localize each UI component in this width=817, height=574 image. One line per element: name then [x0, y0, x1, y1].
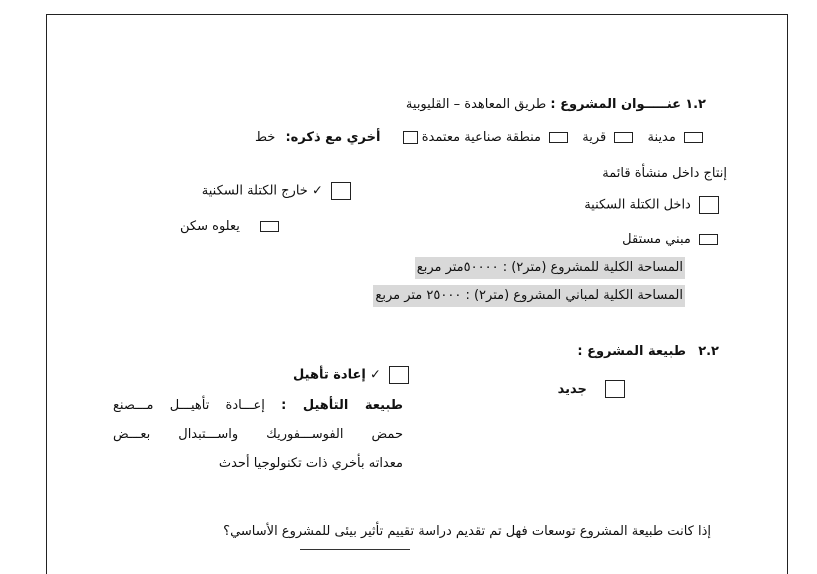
eia-question: إذا كانت طبيعة المشروع توسعات فهل تم تقديم دراسة تقييم تأثير بيئى للمشروع الأساسي؟ [223, 524, 711, 539]
new-option-row [558, 380, 629, 398]
outside-residential-label: خارج الكتلة السكنية [201, 183, 308, 199]
new-checkbox[interactable] [605, 380, 625, 398]
rehab-nature-line-3: معداته بأخري ذات تكنولوجيا أحدث [218, 456, 403, 471]
cut-off-line [300, 549, 410, 550]
rehab-label: إعادة تأهيل [293, 367, 366, 383]
total-area-text: المساحة الكلية للمشروع (متر٢) : ٥٠٠٠٠متر مربع [415, 257, 685, 279]
check-mark: ✓ [369, 367, 381, 383]
rehab-checkbox[interactable] [389, 366, 409, 384]
project-title-label: عنـــــوان المشروع : [550, 97, 682, 112]
above-residence-label: يعلوه سكن [180, 219, 240, 234]
rehab-nature-line-1 [113, 398, 403, 414]
inside-residential-label: داخل الكتلة السكنية [584, 197, 691, 213]
above-residence-row [180, 219, 283, 235]
location-options-row [255, 130, 707, 146]
rehab-option-row [293, 366, 413, 384]
section-number: ١.٢ [685, 97, 706, 112]
city-checkbox[interactable] [684, 132, 703, 143]
rehab-nature-label: طبيعة التأهيل : [281, 398, 403, 413]
outside-residential-checkbox[interactable] [331, 182, 351, 200]
other-location-value: خط [254, 130, 276, 145]
project-nature-label: طبيعة المشروع : [577, 344, 687, 359]
inside-residential-row [584, 196, 723, 214]
project-title-value: طريق المعاهدة – القليوبية [405, 97, 547, 112]
standalone-building-row [622, 232, 722, 248]
outside-residential-row [202, 182, 355, 200]
village-checkbox[interactable] [614, 132, 633, 143]
rehab-nature-text-1: إعـــادة تأهيـــل مـــصنع [113, 398, 265, 413]
city-label: مدينة [647, 130, 676, 145]
new-label: جديد [557, 381, 587, 397]
industrial-zone-checkbox[interactable] [549, 132, 568, 143]
section-number: ٢.٢ [698, 344, 719, 359]
standalone-building-label: مبني مستقل [622, 232, 691, 247]
inside-residential-checkbox[interactable] [699, 196, 719, 214]
check-mark: ✓ [311, 183, 323, 199]
industrial-zone-label: منطقة صناعية معتمدة [421, 130, 541, 145]
other-location-label: أخري مع ذكره: [285, 130, 381, 145]
village-label: قرية [582, 130, 607, 145]
rehab-nature-line-2: حمض الفوســـفوريك واســـتبدال بعـــض [113, 427, 403, 442]
standalone-building-checkbox[interactable] [699, 234, 718, 245]
project-nature-heading [577, 344, 719, 360]
project-title-row [406, 97, 706, 113]
existing-facility-label: إنتاج داخل منشأة قائمة [602, 166, 727, 181]
other-location-checkbox[interactable] [403, 131, 418, 144]
buildings-area-text: المساحة الكلية لمباني المشروع (متر٢) : ٢٥٠٠٠ متر مربع [373, 285, 685, 307]
above-residence-checkbox[interactable] [260, 221, 279, 232]
